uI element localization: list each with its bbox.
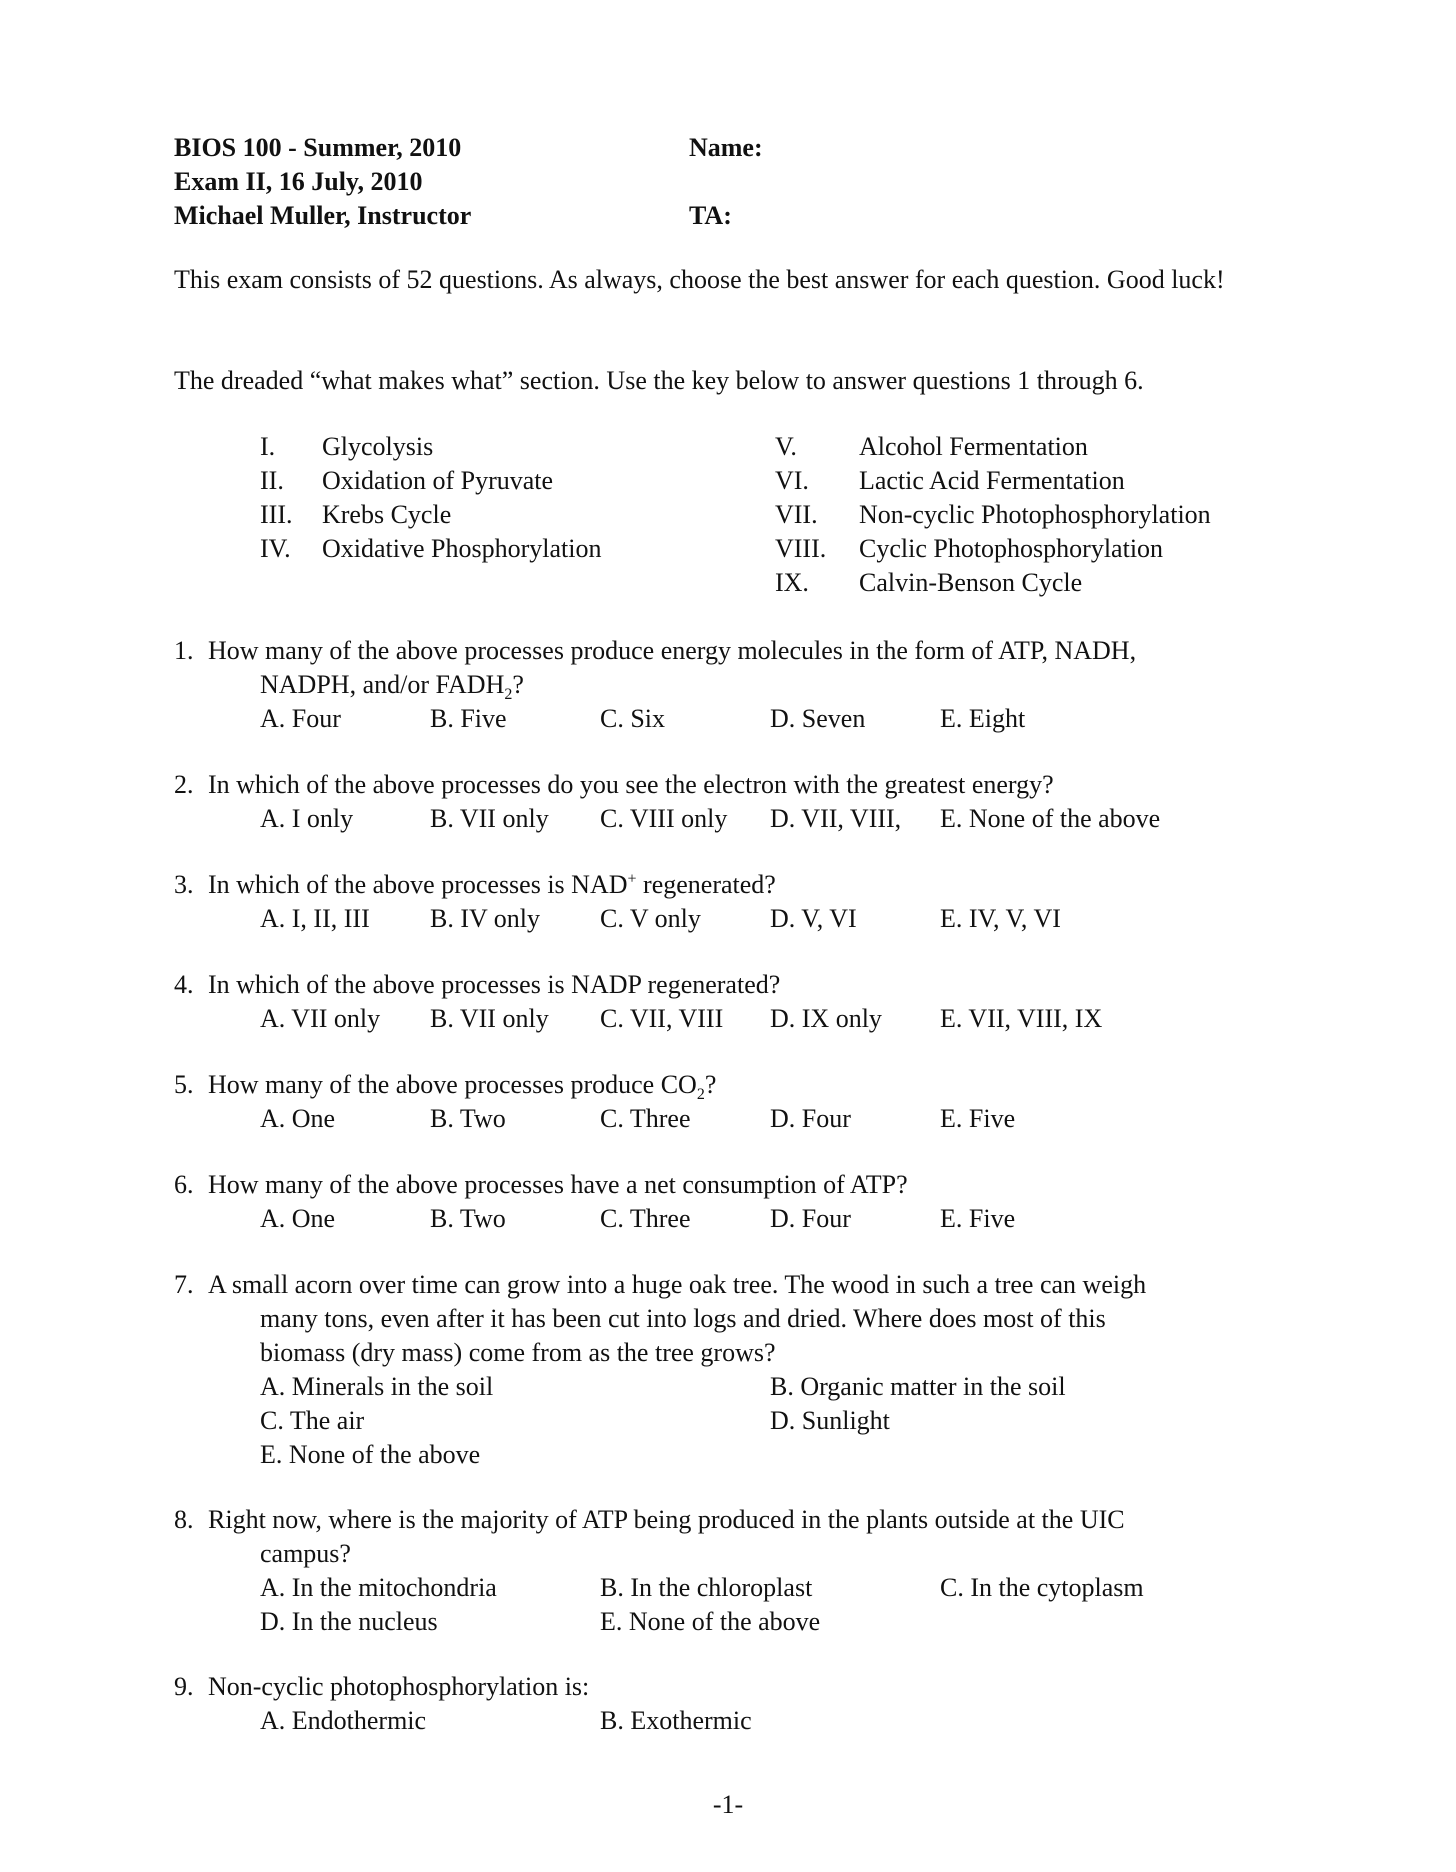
answer-option[interactable]: B. Five — [430, 704, 507, 733]
question-4: 4. In which of the above processes is NADP regenerated? A. VII only B. VII only C. VII, VIII D. IX only E. VII, VIII, IX — [174, 968, 780, 1036]
answer-option[interactable]: D. Sunlight — [770, 1406, 890, 1435]
answer-option[interactable]: A. One — [260, 1204, 336, 1233]
ta-label: TA: — [689, 201, 732, 230]
key-item: VIII. Cyclic Photophosphorylation — [775, 534, 1164, 563]
answer-option[interactable]: B. VII only — [430, 804, 549, 833]
answer-options — [260, 1438, 1146, 1472]
answer-option[interactable]: A. I only — [260, 804, 354, 833]
answer-option[interactable]: A. VII only — [260, 1004, 381, 1033]
answer-option[interactable]: E. VII, VIII, IX — [940, 1004, 1103, 1033]
question-text-cont: many tons, even after it has been cut into logs and dried. Where does most of this — [260, 1304, 1106, 1333]
question-text: In which of the above processes is NADP regenerated? — [208, 970, 781, 999]
answer-option[interactable]: A. In the mitochondria — [260, 1573, 497, 1602]
answer-option[interactable]: E. None of the above — [600, 1607, 821, 1636]
question-text: How many of the above processes produce energy molecules in the form of ATP, NADH, — [208, 636, 1137, 665]
question-text: In which of the above processes do you see the electron with the greatest energy? — [208, 770, 1054, 799]
key-item: IV. Oxidative Phosphorylation — [260, 534, 602, 563]
answer-option[interactable]: B. Two — [430, 1204, 506, 1233]
answer-option[interactable]: B. In the chloroplast — [600, 1573, 813, 1602]
key-item: II. Oxidation of Pyruvate — [260, 466, 554, 495]
answer-option[interactable]: D. Four — [770, 1204, 851, 1233]
answer-option[interactable]: E. None of the above — [260, 1440, 481, 1469]
page-number: -1- — [712, 1790, 744, 1819]
answer-option[interactable]: C. Six — [600, 704, 666, 733]
answer-option[interactable]: B. Two — [430, 1104, 506, 1133]
answer-option[interactable]: C. V only — [600, 904, 701, 933]
key-item: III. Krebs Cycle — [260, 500, 452, 529]
question-9: 9. Non-cyclic photophosphorylation is: A. Endothermic B. Exothermic — [174, 1670, 589, 1738]
answer-option[interactable]: C. The air — [260, 1406, 365, 1435]
answer-option[interactable]: E. Eight — [940, 704, 1026, 733]
answer-option[interactable]: C. In the cytoplasm — [940, 1573, 1144, 1602]
key-item: IX. Calvin-Benson Cycle — [775, 568, 1083, 597]
question-6: 6. How many of the above processes have a net consumption of ATP? A. One B. Two C. Three D. Four E. Five — [174, 1168, 908, 1236]
answer-option[interactable]: D. In the nucleus — [260, 1607, 438, 1636]
answer-options — [260, 902, 1061, 936]
question-text-cont: biomass (dry mass) come from as the tree grows? — [260, 1338, 776, 1367]
answer-option[interactable]: A. One — [260, 1104, 336, 1133]
answer-option[interactable]: D. V, VI — [770, 904, 857, 933]
answer-option[interactable]: B. Organic matter in the soil — [770, 1372, 1066, 1401]
answer-option[interactable]: D. IX only — [770, 1004, 882, 1033]
exam-instructions: This exam consists of 52 questions. As always, choose the best answer for each question. Good luck! — [174, 265, 1225, 294]
answer-option[interactable]: A. Four — [260, 704, 341, 733]
question-text: How many of the above processes produce $CO_2$? — [208, 1070, 717, 1104]
answer-option[interactable]: A. I, II, III — [260, 904, 370, 933]
answer-option[interactable]: B. Exothermic — [600, 1706, 752, 1735]
answer-option[interactable]: C. VII, VIII — [600, 1004, 724, 1033]
answer-option[interactable]: C. Three — [600, 1204, 691, 1233]
answer-options — [260, 702, 1136, 736]
answer-option[interactable]: A. Minerals in the soil — [260, 1372, 494, 1401]
answer-option[interactable]: E. None of the above — [940, 804, 1161, 833]
question-text: Non-cyclic photophosphorylation is: — [208, 1672, 590, 1701]
answer-options — [260, 1704, 752, 1738]
answer-option[interactable]: D. Seven — [770, 704, 866, 733]
section-instructions: The dreaded “what makes what” section. Use the key below to answer questions 1 through 6. — [174, 366, 1144, 395]
process-key-left — [260, 430, 760, 566]
answer-option[interactable]: C. Three — [600, 1104, 691, 1133]
question-text: How many of the above processes have a net consumption of ATP? — [208, 1170, 908, 1199]
answer-options — [260, 1002, 1103, 1036]
key-item: I. Glycolysis — [260, 432, 434, 461]
question-2: 2. In which of the above processes do you see the electron with the greatest energy? A. I only B. VII only C. VIII only D. VII, VIII, E. None of the above — [174, 768, 1054, 836]
answer-option[interactable]: E. IV, V, VI — [940, 904, 1061, 933]
key-item: VI. Lactic Acid Fermentation — [775, 466, 1125, 495]
exam-header — [174, 131, 763, 233]
answer-option[interactable]: B. IV only — [430, 904, 541, 933]
answer-option[interactable]: C. VIII only — [600, 804, 728, 833]
question-1: 1. How many of the above processes produce energy molecules in the form of ATP, NADH, NADPH, and/or $FADH_2$? A. Four B. Five C. Six D. Seven E. Eight — [174, 634, 1136, 736]
question-text: In which of the above processes is NAD+ regenerated? — [208, 870, 776, 899]
answer-options — [260, 1605, 1125, 1639]
answer-option[interactable]: D. VII, VIII, — [770, 804, 902, 833]
question-text: Right now, where is the majority of ATP being produced in the plants outside at the UIC — [208, 1505, 1125, 1534]
answer-options — [260, 1102, 1016, 1136]
answer-options — [260, 1370, 1146, 1404]
question-text-cont: campus? — [260, 1539, 351, 1568]
answer-option[interactable]: E. Five — [940, 1104, 1016, 1133]
key-item: VII. Non-cyclic Photophosphorylation — [775, 500, 1211, 529]
question-8: 8. Right now, where is the majority of ATP being produced in the plants outside at the UIC campus? A. In the mitochondria B. In the chloroplast C. In the cytoplasm D. In the nucleus E. None of the above — [174, 1503, 1125, 1639]
instructor-name: Michael Muller, Instructor — [174, 201, 472, 230]
name-label: Name: — [689, 133, 763, 162]
answer-option[interactable]: D. Four — [770, 1104, 851, 1133]
question-text-cont: NADPH, and/or $FADH_2$? — [260, 670, 524, 704]
course-title: BIOS 100 - Summer, 2010 — [174, 133, 462, 162]
key-item: V. Alcohol Fermentation — [775, 432, 1088, 461]
answer-options — [260, 1202, 1016, 1236]
process-key-right — [775, 430, 1335, 600]
answer-option[interactable]: E. Five — [940, 1204, 1016, 1233]
answer-option[interactable]: A. Endothermic — [260, 1706, 427, 1735]
answer-option[interactable]: B. VII only — [430, 1004, 549, 1033]
question-5: 5. How many of the above processes produce $CO_2$? A. One B. Two C. Three D. Four E. Five — [174, 1068, 716, 1136]
question-text: A small acorn over time can grow into a huge oak tree. The wood in such a tree can weigh — [208, 1270, 1147, 1299]
answer-options — [260, 1571, 1144, 1605]
question-3: 3. In which of the above processes is NAD+ regenerated? A. I, II, III B. IV only C. V only D. V, VI E. IV, V, VI — [174, 868, 776, 936]
answer-options — [260, 1404, 1146, 1438]
answer-options — [260, 802, 1161, 836]
question-7: 7. A small acorn over time can grow into a huge oak tree. The wood in such a tree can weigh many tons, even after it has been cut into logs and dried. Where does most of this biomass (dry mass) come from as the tree grows? A. Minerals in the soil B. Organic matter in the soil C. The air D. Sunlight E. None of the above — [174, 1268, 1146, 1472]
exam-title: Exam II, 16 July, 2010 — [174, 167, 423, 196]
